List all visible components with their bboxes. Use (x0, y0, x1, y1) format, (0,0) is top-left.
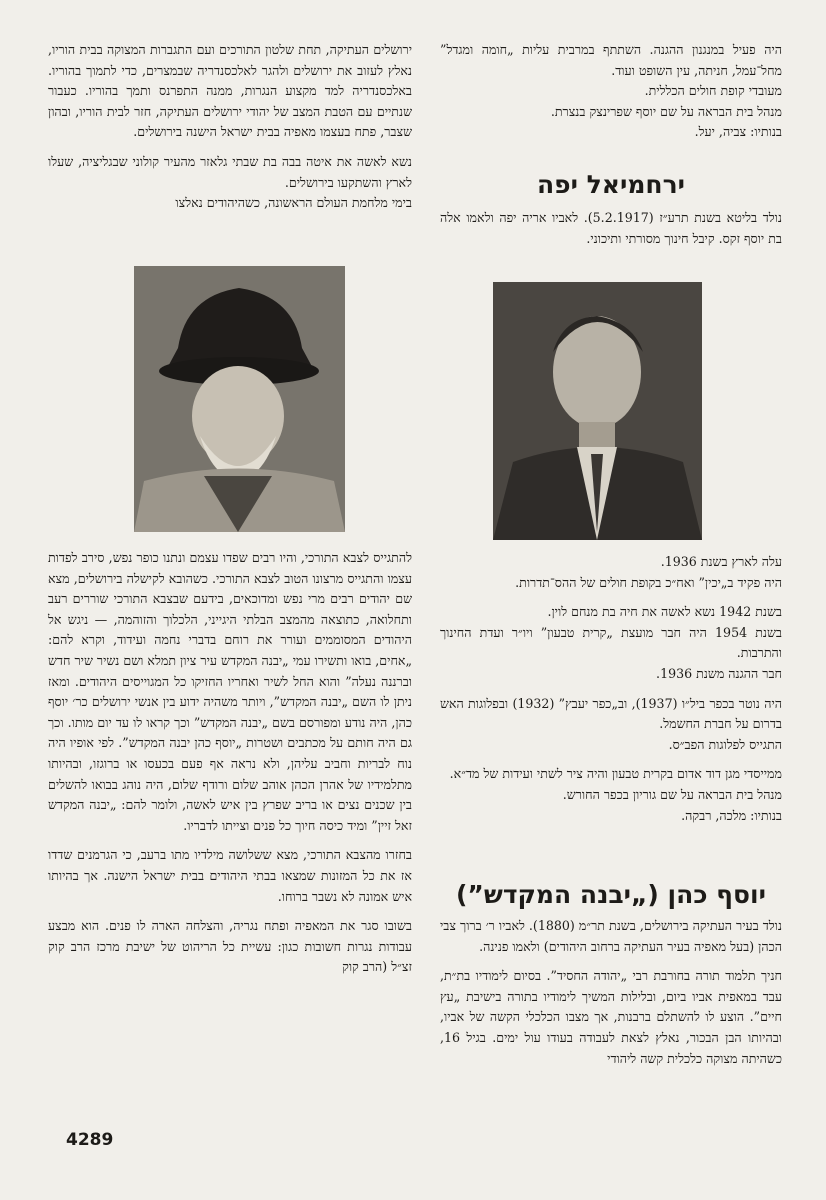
paragraph: מעובדי קופת חולים הכללית. (644, 83, 782, 99)
paragraph: היה פעיל במנגנון ההגנה. השתתף במרבית עליות „חומה ומגדל” מחל־עמל, חניתה, עין השופט ועוד. (440, 42, 782, 78)
paragraph: עלה לארץ בשנת 1936. (660, 554, 782, 569)
column-left-top (48, 40, 412, 214)
entry-title: ירחמיאל יפה (536, 170, 686, 199)
paragraph: ממייסדי מגן דוד אדום בקרית טבעון והיה ציר לשתי ועידות של מד״א. (449, 766, 782, 782)
paragraph: בנותיו: מלכה, רבקה. (681, 807, 782, 823)
paragraph: היה נוטר בכפר ביל״ו (1937), וב„כפר יעבץ” (1932) ובפלוגות האש בדרום על חברת החשמל. (440, 695, 783, 732)
paragraph: בשובו סגר את המאפיה ופתח נגריה, והצלחה הארה לו פנים. הוא מבצע עבודות נגרות חשובות כגון: עשיית כל הריהוט של ישיבת מרכז הרב קוק זצ״ל (הרב קוק (48, 918, 412, 975)
paragraph: נולד בעיר העתיקה בירושלים, בשנת תר״מ (1880). לאביו ר׳ ברוך צבי הכהן (בעל מאפיה בעיר העתיקה ברחוב היהודים) ולאמו פנינה. (440, 918, 782, 954)
entry-yerachmiel-intro (440, 208, 782, 249)
paragraph: מנהל בית הבראה על שם גוריון בכפר החורש. (562, 786, 782, 802)
paragraph: נולד בליטא בשנת תרע״ז (5.2.1917). לאביו אריה יפה ולאמו אלה בת יוסף זקס. קיבל חינוך מסורתי ותיכוני. (440, 210, 782, 246)
paragraph: חניך תלמוד תורה בחורבת רבי „יהודה החסיד”. בסיום לימודיו בת״ת, עבד במאפית אביו ביום, ובלילות המשיך לימודיו בתורה בישיבת „עץ חיים”. הוצע לו להשתלם ברבנות, אך מצבו הכלכלי הקשה של אביו, ובהיותו הבן הבכור, נאלץ לצאת לעבודה בעודו עול ימים. בגיל 16, כשהיתה מצוקה כלכלית קשה ליהודי (440, 968, 782, 1066)
paragraph: התגייס לפלוגות הפב״ס. (668, 736, 782, 752)
paragraph: חבר ההגנה משנת 1936. (656, 665, 782, 681)
paragraph: בימי מלחמת העולם הראשונה, כשהיהודים נאלצו (175, 195, 412, 211)
entry-title-wrap (440, 880, 782, 910)
portrait-photo (134, 266, 345, 532)
entry-title-wrap (440, 170, 782, 200)
paragraph: היה פקיד ב„יכין” ואח״כ בקופת חולים של ההס־תדרות. (515, 574, 782, 590)
portrait-image (134, 266, 345, 532)
paragraph: בחזרו מהצבא התורכי, מצא ששלושה מילדיו מתו ברעב, כי הגרמנים שדדו אז את כל המזונות שמצאו בבתי היהודים בבית ישראל הישנה. אך בהיותו איש אמונה לא נשבר ברוחו. (48, 847, 412, 904)
entry-yosef-body (440, 916, 782, 1069)
portrait-photo (493, 282, 702, 540)
column-left-bottom (48, 548, 412, 978)
paragraph: בנותיו: צביה, יעל. (694, 124, 782, 140)
paragraph: מנהל בית הבראה על שם יוסף שפרינצק בנצרת. (550, 103, 782, 119)
paragraph: בשנת 1942 נשא לאשה את חיה בת מנחם לוין. (547, 604, 782, 620)
entry-title: יוסף כהן („יבנה המקדש”) (456, 880, 766, 909)
page-number: 4289 (66, 1130, 114, 1150)
entry-yerachmiel-body (440, 552, 782, 826)
paragraph: נשא לאשה את איטה בבה בת שבתי גלאזר מהעיר קולוני שבגליציה, שעלו לארץ והשתקעו בירושלים. (48, 153, 412, 190)
paragraph: להתגייס לצבא התורכי, והיו רבים שפדו עצמם ונתנו כופר נפש, סירב לפדות עצמו והתגייס מרצונו הטוב לצבא התורכי. כשהובא לקישלה בירושלים, מצא שם יהודים רבים מרי נפש ומדוכאים, בידעם שבצבא התורכי שוררים רעב ותחלואה, כתוצאה מהמצב הבלתי היגייני, הלכלוך והזוהמה, — ניגש אל היהודים המסוממים ועורר את רוחם בדברי נחמה ועידוד, וקרא להם: „אחים, בואו ותשירו עמי „יבנה המקדש עיר ציון תמלא ושם נשיר שיר חדש וברננה נעלה” והוא החל לשיר ואחריו החזיקו כל המגוייסים היהודים. ומאז ניתן לו השם „יבנה המקדש”, ויותר משהיה ידוע בין אנשי ירושלים כר׳ יוסף כהן, היה נודע ומפורסם בשם „יבנה המקדש” וכך קראו לו עד יום מותו. וכך גם היה חותם על מכתבים ושטרות „יוסף כהן יבנה המקדש”. לפי אופיו היה נוח לבריות וחביב עליהן, ולא נראה אף פעם בכעסו או ברוגזו, ובהיותו מתלמידיו של אהרן הכהן אוהב שלום ורודף שלום, היה נוהג בבואו להשלים בין שכנים נצים או בריב שפרץ בין איש לאשה, ולומר להם: „יבנה המקדש זאל זיין” ומיד כיסה חיוך כל פנים וצייתו לדבריו. (48, 550, 412, 833)
portrait-image (493, 282, 702, 540)
paragraph: ירושלים העתיקה, תחת שלטון התורכים ועם התגברות המצוקה בבית הוריו, נאלץ לעזוב את ירושלים ולהגר לאלכסנדריה שבמצרים, כדי לתמוך בהוריו. באלכסנדריה למד מקצוע הנגרות, ממנה התפרנס ותמך בהוריו. כעבור שנתיים עם הטבת המצב של יהודי ירושלים העתיקה, חזר לבית הוריו, ובהון שצבר, פתח בעצמו מאפיה בבית ישראל הישנה בירושלים. (48, 42, 412, 140)
paragraph: בשנת 1954 היה חבר מועצת „קרית טבעון” ויו״ר ועדת החינוך והתרבות. (440, 624, 783, 661)
entry-prev-text (440, 40, 782, 143)
